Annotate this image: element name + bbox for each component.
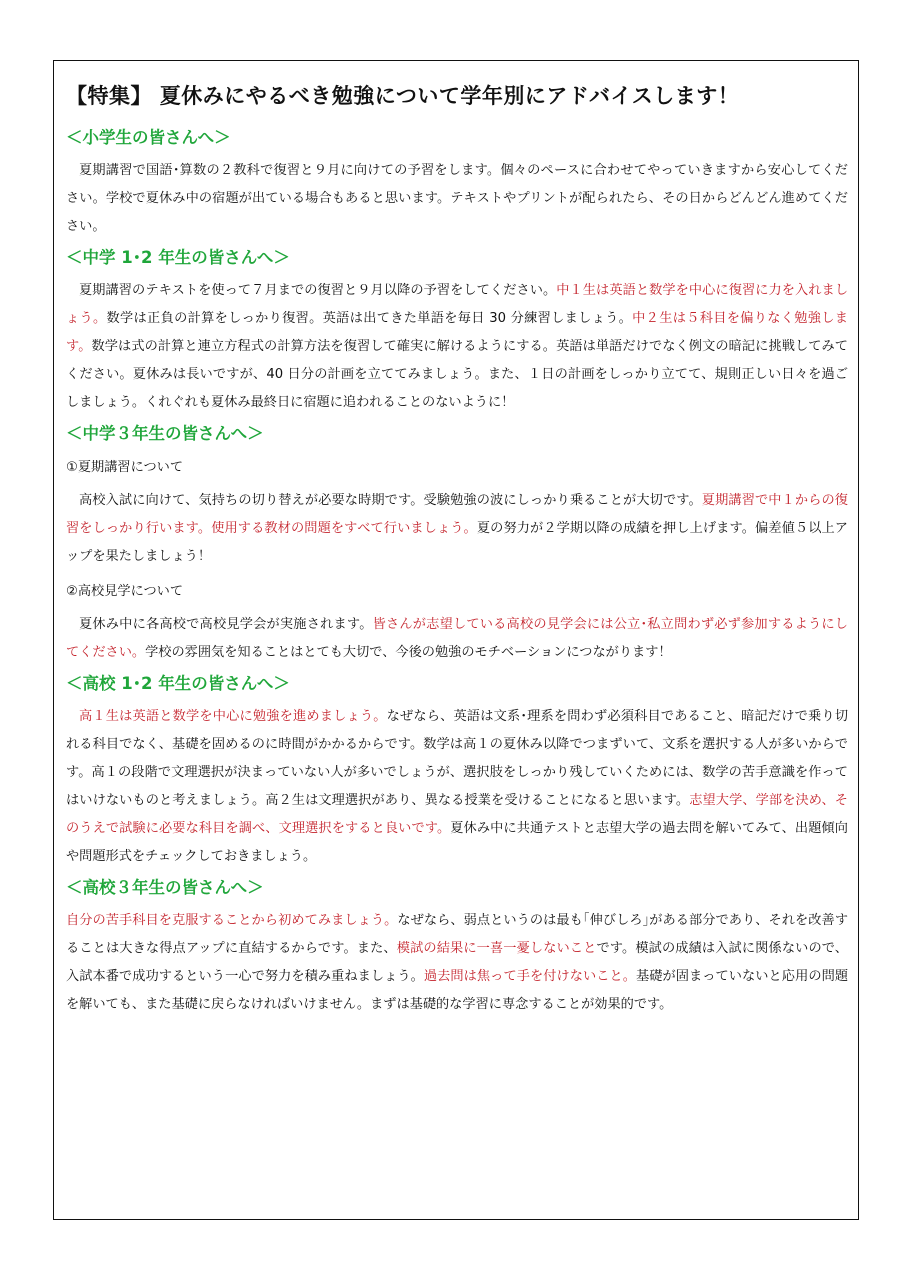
body-text: なぜなら、弱点というのは最も｢伸びしろ｣がある部分であり、それを改善することは大きな得点アップに直結するからです。また、 <box>66 913 849 956</box>
body-text: 数学は式の計算と連立方程式の計算方法を復習して確実に解けるようにする。英語は単語だけでなく例文の暗記に挑戦してみてください。夏休みは長いですが、40 日分の計画を立ててみましょう。また、１日の計画をしっかり立てて、規則正しい日々を過ごしましょう。くれぐれも夏休み最終日に宿題に追われることのないように！ <box>66 339 848 410</box>
body-text: 高校入試に向けて、気持ちの切り替えが必要な時期です。受験勉強の波にしっかり乗ることが大切です。 <box>79 493 702 508</box>
body-text: 夏期講習で国語･算数の２教科で復習と９月に向けての予習をします。個々のペースに合わせてやっていきますから安心してください。学校で夏休み中の宿題が出ている場合もあると思います。テキストやプリントが配られたら、その日からどんどん進めてください。 <box>66 163 848 234</box>
body-text: 基礎が固まっていないと応用の問題を解いても、また基礎に戻らなければいけません。まずは基礎的な学習に専念することが効果的です。 <box>66 969 849 1012</box>
emphasis-text: 自分の苦手科目を克服することから初めてみましょう。 <box>66 913 398 928</box>
heading-elementary: ＜小学生の皆さんへ＞ <box>66 128 231 147</box>
emphasis-text: 模試の結果に一喜一憂しないこと <box>396 941 597 956</box>
heading-hs3: ＜高校３年生の皆さんへ＞ <box>66 878 264 897</box>
para-elementary <box>66 157 848 241</box>
para-jh12 <box>66 277 848 417</box>
body-text: です。模試の成績は入試に関係ないので、入試本番で成功するという一心で努力を積み重ねましょう。 <box>66 941 848 984</box>
emphasis-text: 高１生は英語と数学を中心に勉強を進めましょう。 <box>79 709 387 724</box>
body-text: 学校の雰囲気を知ることはとても大切で、今後の勉強のモチベーションにつながります！ <box>145 645 672 660</box>
body-text: 数学は正負の計算をしっかり復習。英語は出てきた単語を毎日 30 分練習しましょう。 <box>106 311 633 326</box>
body-text: 夏の努力が２学期以降の成績を押し上げます。偏差値５以上アップを果たしましょう！ <box>66 521 848 564</box>
emphasis-text: 中２生は５科目を偏りなく勉強します。 <box>66 311 848 354</box>
para-jh3-school-visit <box>66 611 848 667</box>
body-text: なぜなら、英語は文系･理系を問わず必須科目であること、暗記だけで乗り切れる科目でなく、基礎を固めるのに時間がかかるからです。数学は高１の夏休み以降でつまずいて、文系を選択する人が多いからです。高１の段階で文理選択が決まっていない人が多いでしょうが、選択肢をしっかり残していくためには、数学の苦手意識を作ってはいけないものと考えましょう。高２生は文理選択があり、異なる授業を受けることになると思います。 <box>66 709 849 808</box>
subheading-school-visit: ②高校見学について <box>66 584 184 599</box>
article-frame <box>53 60 859 1220</box>
emphasis-text: 中１生は英語と数学を中心に復習に力を入れましょう。 <box>66 283 849 326</box>
emphasis-text: 皆さんが志望している高校の見学会には公立･私立問わず必ず参加するようにしてください。 <box>66 617 848 660</box>
body-text: 夏期講習のテキストを使って７月までの復習と９月以降の予習をしてください。 <box>79 283 557 298</box>
subheading-summer-course: ①夏期講習について <box>66 460 184 475</box>
heading-jh3: ＜中学３年生の皆さんへ＞ <box>66 424 264 443</box>
emphasis-text: 志望大学、学部を決め、そのうえで試験に必要な科目を調べ、文理選択をすると良いです。 <box>66 793 848 836</box>
emphasis-text: 夏期講習で中１からの復習をしっかり行います。使用する教材の問題をすべて行いましょう。 <box>66 493 848 536</box>
para-hs12 <box>66 703 848 871</box>
article-title: 【特集】 夏休みにやるべき勉強について学年別にアドバイスします！ <box>66 84 740 108</box>
para-hs3 <box>66 907 848 1019</box>
body-text: 夏休み中に各高校で高校見学会が実施されます。 <box>79 617 373 632</box>
emphasis-text: 過去問は焦って手を付けないこと。 <box>423 969 636 984</box>
para-jh3-summer-course <box>66 487 848 571</box>
heading-jh12: ＜中学 1･2 年生の皆さんへ＞ <box>66 248 290 267</box>
body-text: 夏休み中に共通テストと志望大学の過去問を解いてみて、出題傾向や問題形式をチェックしておきましょう。 <box>66 821 848 864</box>
heading-hs12: ＜高校 1･2 年生の皆さんへ＞ <box>66 674 290 693</box>
